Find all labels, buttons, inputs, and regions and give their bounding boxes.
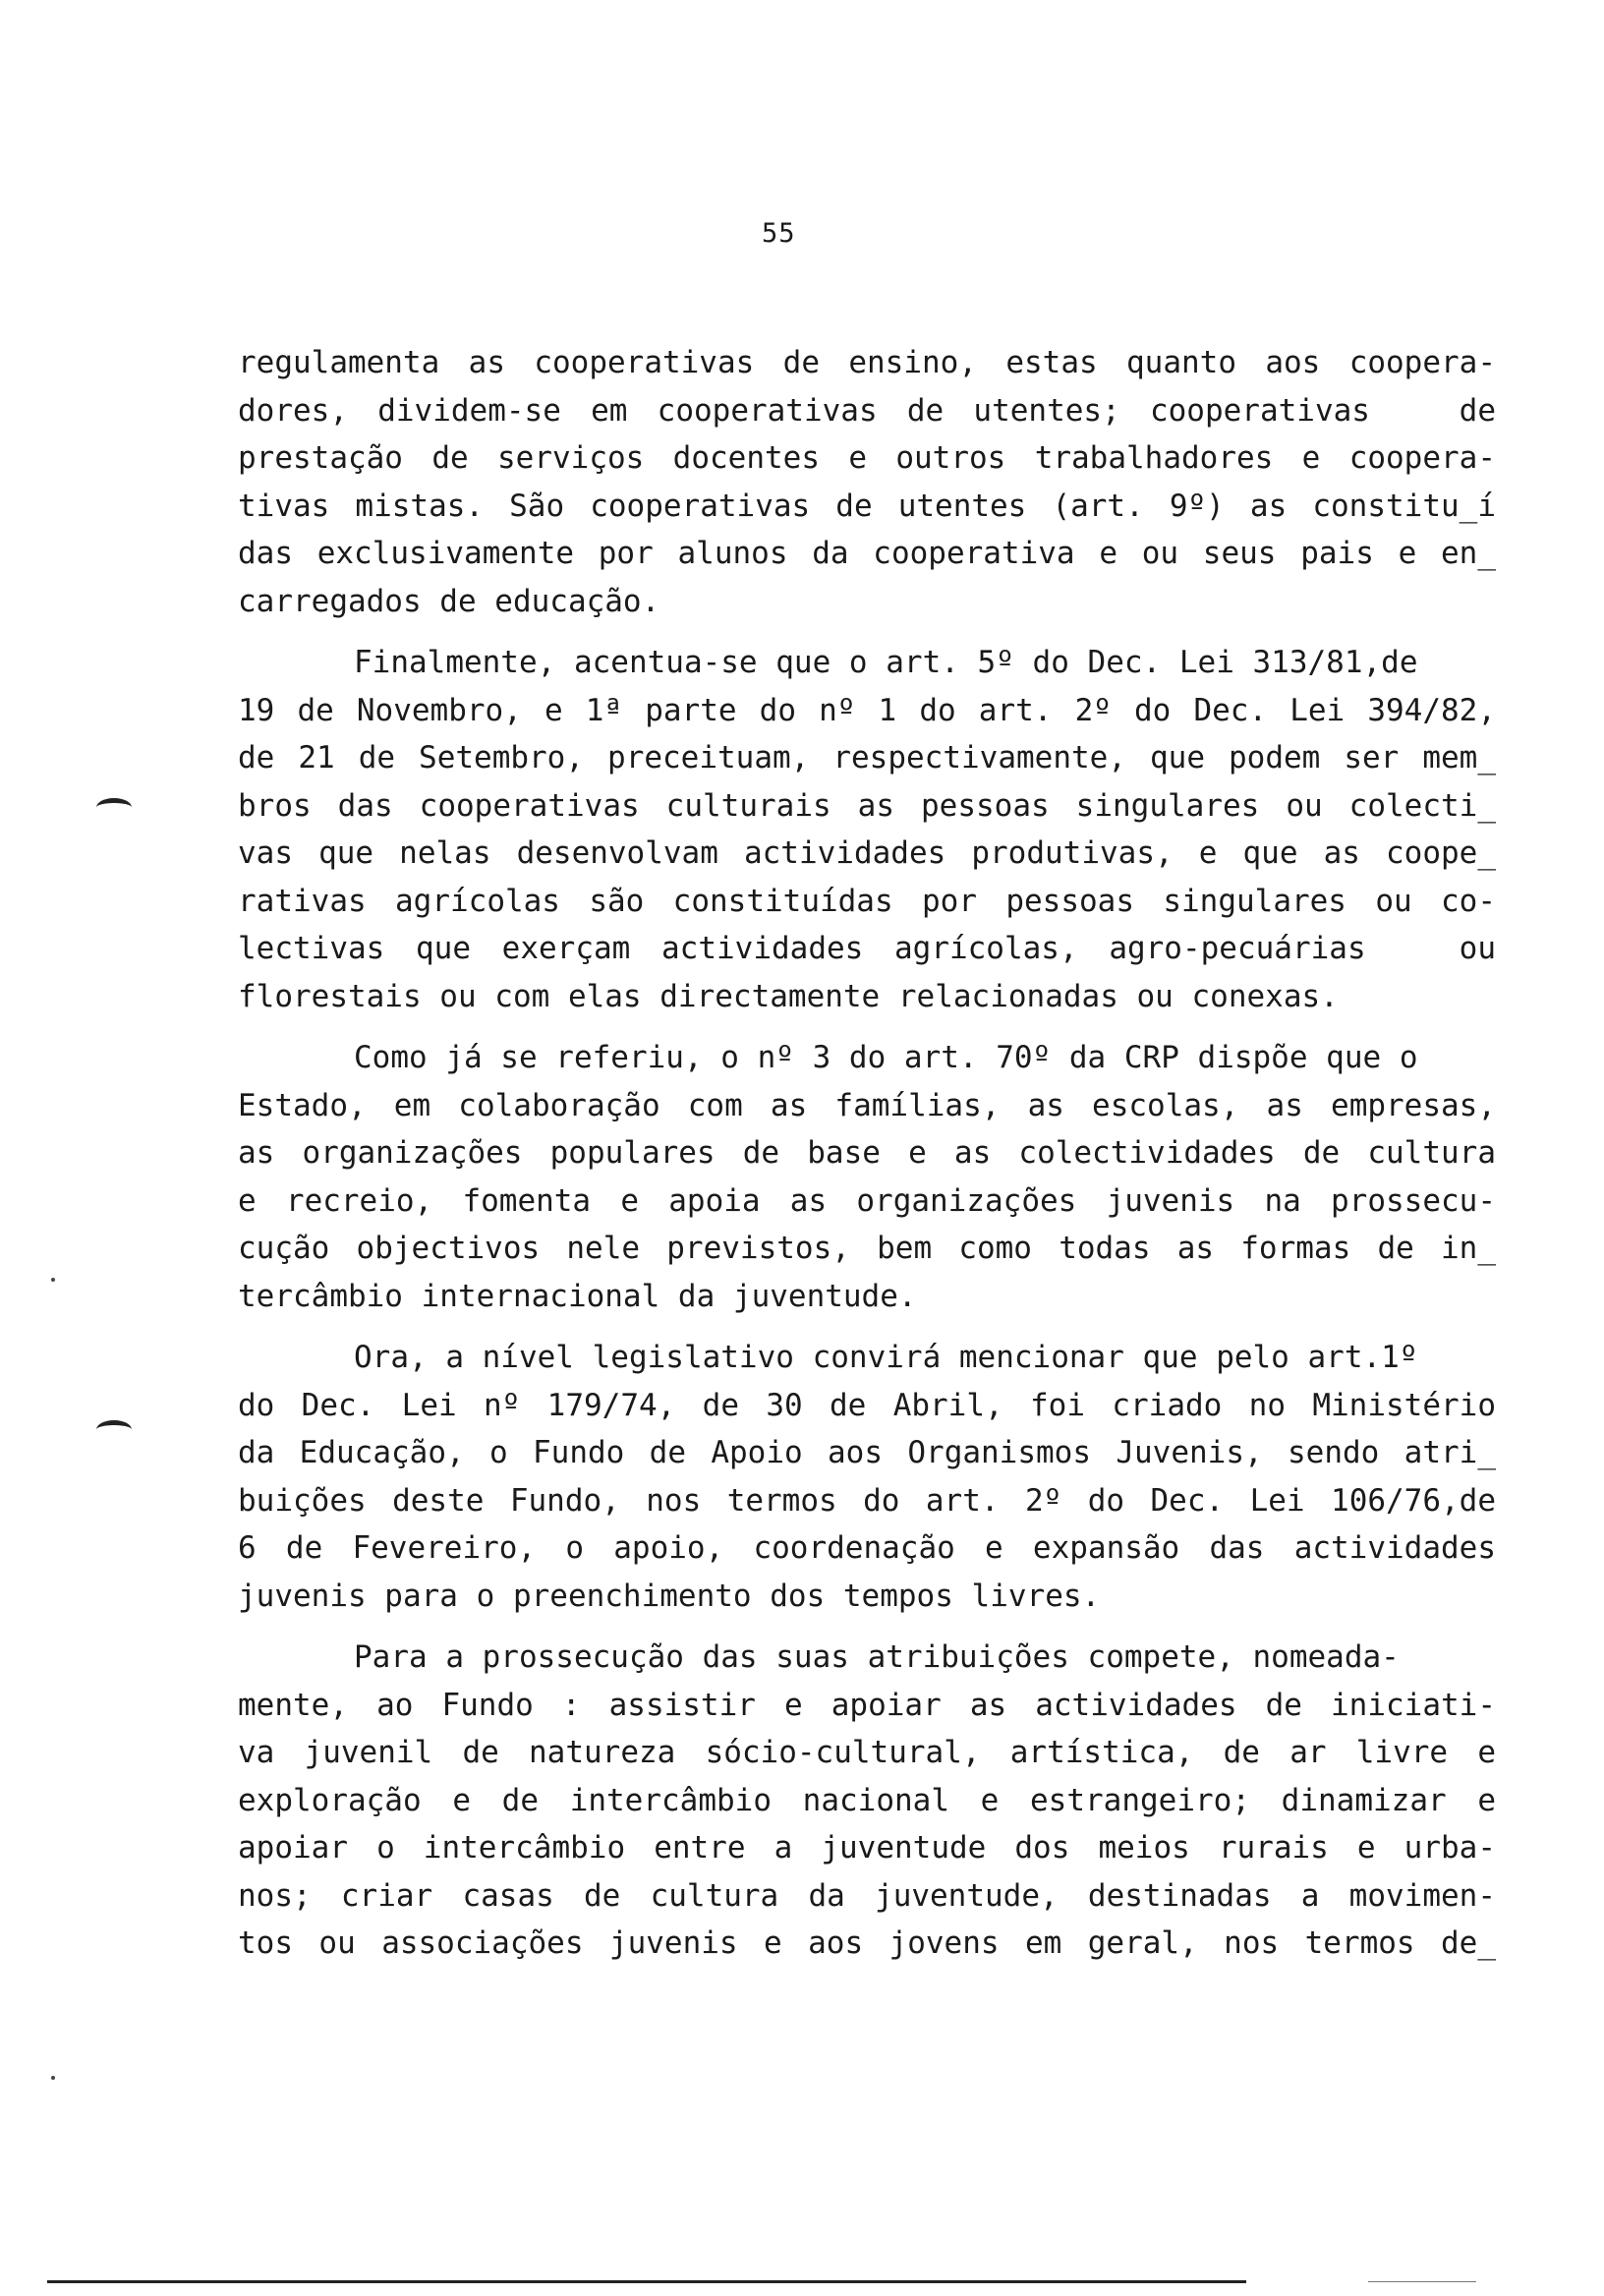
text-line: dores, dividem-se em cooperativas de utentes; cooperativas de	[238, 392, 1496, 429]
text-line: bros das cooperativas culturais as pessoas singulares ou colecti_	[238, 787, 1496, 824]
footer-rule	[47, 2280, 1246, 2283]
text-line: carregados de educação.	[238, 583, 660, 619]
text-line: Para a prossecução das suas atribuições compete, nomeada-	[354, 1639, 1400, 1675]
text-line: 6 de Fevereiro, o apoio, coordenação e expansão das actividades	[238, 1530, 1496, 1566]
text-line: va juvenil de natureza sócio-cultural, artística, de ar livre e	[238, 1735, 1496, 1770]
text-line: de 21 de Setembro, preceituam, respectivamente, que podem ser mem_	[238, 740, 1496, 775]
margin-mark	[96, 798, 132, 817]
text-line: nos; criar casas de cultura da juventude, destinadas a movimen-	[238, 1877, 1496, 1914]
scan-dot	[51, 1278, 55, 1282]
text-line: Estado, em colaboração com as famílias, as escolas, as empresas,	[238, 1087, 1496, 1123]
text-line: exploração e de intercâmbio nacional e estrangeiro; dinamizar e	[238, 1782, 1496, 1818]
paragraph-3	[238, 1034, 1496, 1320]
text-line: rativas agrícolas são constituídas por pessoas singulares ou co-	[238, 883, 1496, 919]
text-line: Ora, a nível legislativo convirá mencionar que pelo art.1º	[354, 1340, 1418, 1375]
margin-mark	[96, 1420, 132, 1439]
text-line: florestais ou com elas directamente relacionadas ou conexas.	[238, 978, 1339, 1014]
page-number: 55	[762, 218, 796, 249]
text-line: lectivas que exerçam actividades agrícolas, agro-pecuárias ou	[238, 931, 1496, 966]
text-line: apoiar o intercâmbio entre a juventude dos meios rurais e urba-	[238, 1830, 1496, 1866]
text-line: Como já se referiu, o nº 3 do art. 70º da CRP dispõe que o	[354, 1040, 1418, 1075]
text-line: cução objectivos nele previstos, bem como todas as formas de in_	[238, 1231, 1496, 1266]
text-line: e recreio, fomenta e apoia as organizações juvenis na prossecu-	[238, 1182, 1496, 1219]
paragraph-5	[238, 1634, 1496, 1968]
text-line: juvenis para o preenchimento dos tempos livres.	[238, 1578, 1101, 1614]
text-line: buições deste Fundo, nos termos do art. 2º do Dec. Lei 106/76,de	[238, 1482, 1496, 1519]
text-line: 19 de Novembro, e 1ª parte do nº 1 do art. 2º do Dec. Lei 394/82,	[238, 692, 1496, 728]
scan-dot	[51, 2076, 55, 2080]
text-line: regulamenta as cooperativas de ensino, estas quanto aos coopera-	[238, 345, 1496, 380]
text-line: das exclusivamente por alunos da cooperativa e ou seus pais e en_	[238, 536, 1496, 571]
paragraph-2	[238, 639, 1496, 1020]
text-line: da Educação, o Fundo de Apoio aos Organismos Juvenis, sendo atri_	[238, 1435, 1496, 1470]
paragraph-1	[238, 339, 1496, 625]
text-line: as organizações populares de base e as colectividades de cultura	[238, 1135, 1496, 1171]
document-body	[238, 339, 1496, 1981]
text-line: tivas mistas. São cooperativas de utentes (art. 9º) as constitu_í	[238, 488, 1496, 524]
text-line: tos ou associações juvenis e aos jovens em geral, nos termos de_	[238, 1925, 1496, 1961]
text-line: tercâmbio internacional da juventude.	[238, 1278, 917, 1314]
paragraph-4	[238, 1334, 1496, 1620]
text-line: Finalmente, acentua-se que o art. 5º do Dec. Lei 313/81,de	[354, 645, 1418, 680]
text-line: prestação de serviços docentes e outros trabalhadores e coopera-	[238, 440, 1496, 476]
text-line: vas que nelas desenvolvam actividades produtivas, e que as coope_	[238, 835, 1496, 871]
text-line: mente, ao Fundo : assistir e apoiar as actividades de iniciati-	[238, 1687, 1496, 1723]
footer-rule-short	[1368, 2281, 1476, 2282]
text-line: do Dec. Lei nº 179/74, de 30 de Abril, foi criado no Ministério	[238, 1387, 1496, 1423]
